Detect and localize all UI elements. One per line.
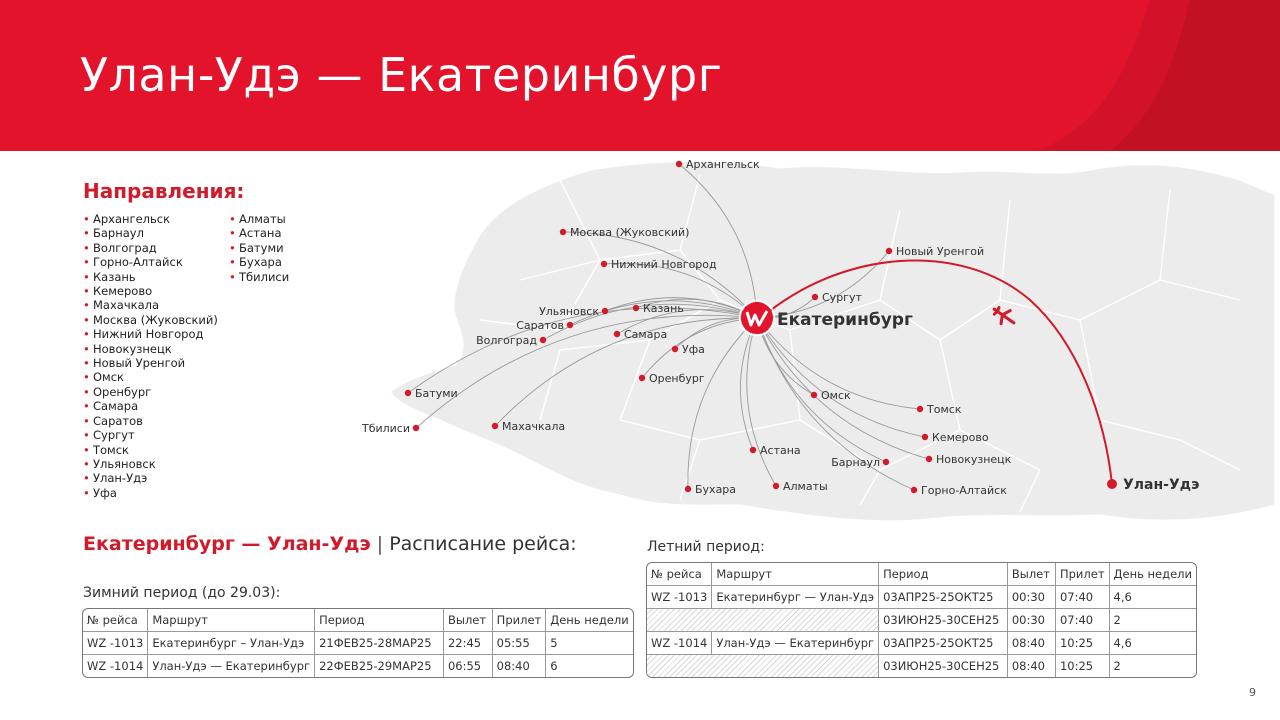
table-cell: WZ -1013 [83,632,148,655]
city-label: Алматы [783,480,828,493]
destination-item: • Саратов [83,414,218,428]
table-cell: Екатеринбург — Улан-Удэ [712,586,879,609]
column-header: Маршрут [148,609,315,632]
city-label: Батуми [415,387,458,400]
destination-item: • Астана [229,226,289,240]
table-cell: 21ФЕВ25-28МАР25 [315,632,444,655]
table-cell: 03АПР25-25ОКТ25 [879,632,1008,655]
table-cell: 05:55 [493,632,547,655]
city-dot [405,390,411,396]
city-dot [633,305,639,311]
hub-label: Екатеринбург [777,310,913,330]
city-dot [812,294,818,300]
page-number: 9 [1249,686,1256,699]
city-dot [922,434,928,440]
table-row [647,655,1196,677]
destination-item: • Барнаул [83,226,218,240]
column-header: Прилет [493,609,547,632]
city-label: Тбилиси [361,422,410,435]
column-header: Период [879,563,1008,586]
table-cell: Екатеринбург – Улан-Удэ [148,632,315,655]
table-cell: 03ИЮН25-30СЕН25 [879,655,1008,677]
destinations-heading: Направления: [83,179,245,203]
city-label: Уфа [682,343,705,356]
table-cell: 08:40 [1008,655,1056,677]
city-dot [639,375,645,381]
city-dot [773,483,779,489]
city-dot [567,322,573,328]
table-cell: 03ИЮН25-30СЕН25 [879,609,1008,632]
destination-item: • Уфа [83,486,218,500]
table-cell: 07:40 [1056,609,1110,632]
table-cell: 03АПР25-25ОКТ25 [879,586,1008,609]
column-header: Прилет [1056,563,1110,586]
column-header: Маршрут [712,563,879,586]
destination-item: • Оренбург [83,385,218,399]
destinations-column-1 [83,212,218,500]
empty-cell [647,655,879,677]
city-dot [911,487,917,493]
city-label: Омск [821,389,851,402]
table-cell: 22:45 [444,632,493,655]
summer-period-label: Летний период: [647,539,765,555]
table-cell: 4,6 [1110,586,1196,609]
table-cell: WZ -1013 [647,586,712,609]
city-dot [602,308,608,314]
highlight-label: Улан-Удэ [1123,477,1200,493]
table-cell: 10:25 [1056,655,1110,677]
destination-item: • Волгоград [83,241,218,255]
destination-item: • Кемерово [83,284,218,298]
destination-item: • Москва (Жуковский) [83,313,218,327]
destination-item: • Казань [83,270,218,284]
city-label: Кемерово [932,431,989,444]
table-cell: 00:30 [1008,609,1056,632]
table-row [83,655,633,677]
table-header-row [647,563,1196,586]
destination-item: • Нижний Новгород [83,327,218,341]
city-label: Томск [927,403,962,416]
schedule-heading-route: Екатеринбург — Улан-Удэ [83,533,371,555]
city-label: Махачкала [502,420,566,433]
city-dot [672,346,678,352]
table-cell: 2 [1113,659,1121,673]
city-dot [560,229,566,235]
city-label: Новый Уренгой [896,245,985,258]
winter-schedule-table [82,608,634,678]
table-cell: 2 [1110,609,1196,632]
destination-item: • Бухара [229,255,289,269]
city-dot [926,456,932,462]
table-cell: WZ -1014 [647,632,712,655]
destination-item: • Новокузнецк [83,342,218,356]
table-header-row [83,609,633,632]
table-cell: WZ -1014 [83,655,148,677]
page-title: Улан-Удэ — Екатеринбург [80,48,723,102]
city-dot [601,261,607,267]
table-row [647,586,1196,609]
city-dot [413,425,419,431]
city-label: Казань [643,302,684,315]
destination-item: • Алматы [229,212,289,226]
column-header: № рейса [83,609,148,632]
destinations-column-2 [229,212,289,284]
city-label: Горно-Алтайск [921,484,1007,497]
city-label: Саратов [516,319,564,332]
column-header: № рейса [647,563,712,586]
destination-item: • Омск [83,370,218,384]
table-cell: 22ФЕВ25-29МАР25 [315,655,444,677]
column-header: Период [315,609,444,632]
city-label: Оренбург [649,372,705,385]
city-dot [811,392,817,398]
destination-item: • Ульяновск [83,457,218,471]
column-header: Вылет [444,609,493,632]
column-header: Вылет [1008,563,1056,586]
city-label: Барнаул [831,456,880,469]
city-label: Волгоград [476,334,537,347]
schedule-heading-separator: | [370,533,390,555]
city-dot [917,406,923,412]
city-dot [886,248,892,254]
table-row [83,632,633,655]
city-dot [883,459,889,465]
schedule-heading-rest: Расписание рейса: [389,533,577,555]
table-cell: 06:55 [444,655,493,677]
table-cell: 08:40 [1008,632,1056,655]
destination-item: • Улан-Удэ [83,471,218,485]
destination-item: • Новый Уренгой [83,356,218,370]
empty-cell [647,609,879,632]
city-label: Архангельск [686,158,760,171]
table-cell: Улан-Удэ — Екатеринбург [712,632,879,655]
table-cell: 4,6 [1110,632,1196,655]
table-cell: 07:40 [1056,586,1110,609]
city-label: Москва (Жуковский) [570,226,690,239]
schedule-heading [83,533,577,555]
destination-item: • Батуми [229,241,289,255]
city-label: Ульяновск [539,305,599,318]
destination-item: • Сургут [83,428,218,442]
destination-item: • Махачкала [83,298,218,312]
column-header: День недели [546,609,633,632]
table-cell: Улан-Удэ — Екатеринбург [148,655,315,677]
city-dot [492,423,498,429]
city-label: Бухара [695,483,737,496]
city-dot [614,331,620,337]
table-cell: 5 [546,632,633,655]
city-label: Новокузнецк [936,453,1012,466]
city-label: Самара [624,328,668,341]
destination-item: • Архангельск [83,212,218,226]
city-label: Нижний Новгород [611,258,717,271]
city-dot [676,161,682,167]
table-cell: 00:30 [1008,586,1056,609]
table-cell: 08:40 [493,655,547,677]
winter-period-label: Зимний период (до 29.03): [83,585,281,601]
city-label: Астана [760,444,801,457]
header-banner [0,0,1280,151]
city-dot [540,337,546,343]
city-dot [685,486,691,492]
table-row [647,632,1196,655]
destination-item: • Тбилиси [229,270,289,284]
table-cell: 6 [550,659,558,673]
destination-item: • Горно-Алтайск [83,255,218,269]
table-cell: 10:25 [1056,632,1110,655]
destination-item: • Самара [83,399,218,413]
summer-schedule-table [646,562,1197,678]
city-label: Сургут [822,291,862,304]
column-header: День недели [1110,563,1196,586]
destination-item: • Томск [83,443,218,457]
city-dot [750,447,756,453]
table-row [647,609,1196,632]
